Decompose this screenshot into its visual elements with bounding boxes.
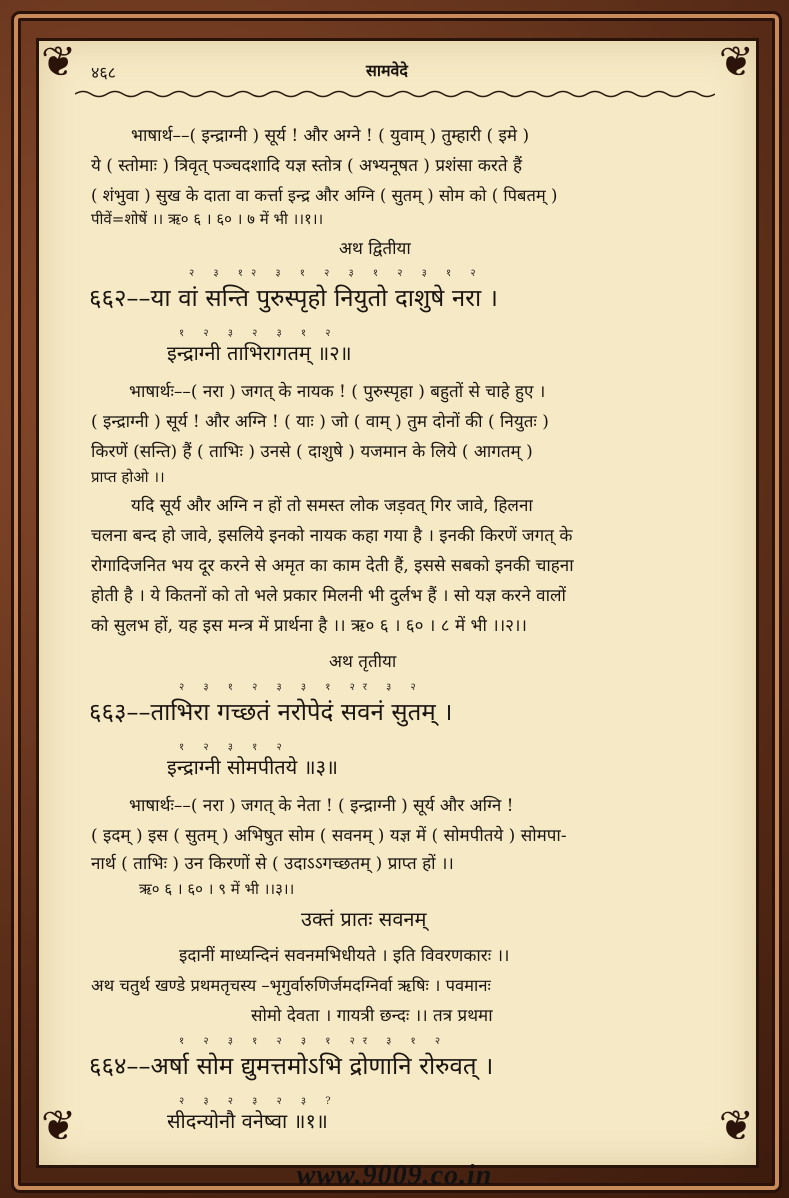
svara-marks: २ ३ २ ३ २ ३ ? bbox=[179, 1096, 339, 1107]
mantra-line: ६६३––ताभिरा गच्छतं नरोपेदं सवनं सुतम् । bbox=[89, 698, 453, 726]
text-line: नार्थ ( ताभिः ) उन किरणों से ( उदाऽऽगच्छतम् ) प्राप्त हों ।। bbox=[91, 854, 454, 874]
text-line: यदि सूर्य और अग्नि न हों तो समस्त लोक जड़वत् गिर जावे, हिलना bbox=[131, 496, 533, 516]
svara-marks: १ २ ३ १ २ ३ १ २र ३ १ २ bbox=[179, 1036, 449, 1047]
text-line: ( इन्द्राग्नी ) सूर्य ! और अग्नि ! ( याः ) जो ( वाम् ) तुम दोनों की ( नियुतः ) bbox=[91, 412, 549, 432]
text-line: ( इदम् ) इस ( सुतम् ) अभिषुत सोम ( सवनम् ) यज्ञ में ( सोमपीतये ) सोमपा- bbox=[91, 826, 567, 846]
mantra-line: इन्द्राग्नी सोमपीतये ॥३॥ bbox=[167, 755, 338, 779]
site-watermark: www.9009.co.in bbox=[296, 1160, 493, 1191]
text-line: भाषार्थः––( नरा ) जगत् के नायक ! ( पुरुस्पृहा ) बहुतों से चाहे हुए । bbox=[129, 382, 546, 402]
text-line: ऋ० ६ । ६० । ९ में भी ।।३।। bbox=[139, 880, 295, 898]
mantra-line: ६६२––या वां सन्ति पुरुस्पृहो नियुतो दाशुषे नरा । bbox=[89, 284, 498, 312]
section-heading: अथ द्वितीया bbox=[339, 239, 411, 259]
text-line: किरणें (सन्ति) हैं ( ताभिः ) उनसे ( दाशुषे ) यजमान के लिये ( आगतम् ) bbox=[91, 442, 533, 462]
text-line: प्राप्त होओ ।। bbox=[91, 468, 165, 486]
mantra-line: ६६४––अर्षा सोम द्युमत्तमोऽभि द्रोणानि रोरुवत् । bbox=[89, 1052, 494, 1080]
text-line: चलना बन्द हो जावे, इसलिये इनको नायक कहा गया है । इनकी किरणें जगत् के bbox=[91, 526, 573, 546]
text-line: पीवें=शोषें ।। ऋ० ६ । ६० । ७ में भी ।।१।। bbox=[91, 210, 324, 228]
book-page bbox=[36, 38, 759, 1168]
text-line: रोगादिजनित भय दूर करने से अमृत का काम देती हैं, इससे सबको इनकी चाहना bbox=[91, 556, 574, 576]
section-heading: अथ तृतीया bbox=[329, 652, 397, 672]
scroll-ornament-icon: ❦ bbox=[41, 1101, 77, 1150]
svara-marks: १ २ ३ २ ३ १ २ bbox=[179, 328, 339, 339]
mantra-line: सीदन्योनौ वनेष्वा ॥१॥ bbox=[167, 1109, 328, 1133]
scroll-ornament-icon: ❦ bbox=[718, 1101, 754, 1150]
mantra-line: इन्द्राग्नी ताभिरागतम् ॥२॥ bbox=[167, 341, 352, 365]
running-title: सामवेदे bbox=[366, 61, 408, 80]
svara-marks: १ २ ३ १ २ bbox=[179, 742, 290, 753]
text-line: सोमो देवता । गायत्री छन्दः ।। तत्र प्रथमा bbox=[251, 1006, 493, 1026]
text-line: होती है । ये कितनों को तो भले प्रकार मिलनी भी दुर्लभ हैं । सो यज्ञ करने वालों bbox=[91, 586, 566, 606]
scroll-ornament-icon: ❦ bbox=[718, 38, 754, 86]
svara-marks: २ ३ १२ ३ १ २ ३ १ २ ३ १ २ bbox=[189, 268, 484, 279]
text-line: को सुलभ हों, यह इस मन्त्र में प्रार्थना है ।। ऋ० ६ । ६० । ८ में भी ।।२।। bbox=[91, 616, 527, 636]
text-line: भाषार्थ––( इन्द्राग्नी ) सूर्य ! और अग्ने ! ( युवाम् ) तुम्हारी ( इमे ) bbox=[131, 126, 530, 146]
header-divider bbox=[75, 89, 715, 99]
text-line: ये ( स्तोमाः ) त्रिवृत् पञ्चदशादि यज्ञ स्तोत्र ( अभ्यनूषत ) प्रशंसा करते हैं bbox=[91, 156, 522, 176]
scroll-ornament-icon: ❦ bbox=[41, 38, 77, 86]
svara-marks: २ ३ १ २ ३ ३ १ २र ३ २ bbox=[179, 682, 424, 693]
section-heading: उक्तं प्रातः सवनम् bbox=[301, 907, 427, 931]
page-number: ४६८ bbox=[91, 63, 116, 82]
text-line: ( शंभुवा ) सुख के दाता वा कर्त्ता इन्द्र और अग्नि ( सुतम् ) सोम को ( पिबतम् ) bbox=[91, 186, 558, 205]
text-line: भाषार्थः––( नरा ) जगत् के नेता ! ( इन्द्राग्नी ) सूर्य और अग्नि ! bbox=[129, 796, 514, 816]
text-line: इदानीं माध्यन्दिनं सवनमभिधीयते । इति विवरणकारः ।। bbox=[179, 946, 510, 966]
page-header bbox=[91, 59, 701, 85]
text-line: अथ चतुर्थ खण्डे प्रथमतृचस्य –भृगुर्वारुणिर्जमदग्निर्वा ऋषिः । पवमानः bbox=[91, 976, 491, 995]
